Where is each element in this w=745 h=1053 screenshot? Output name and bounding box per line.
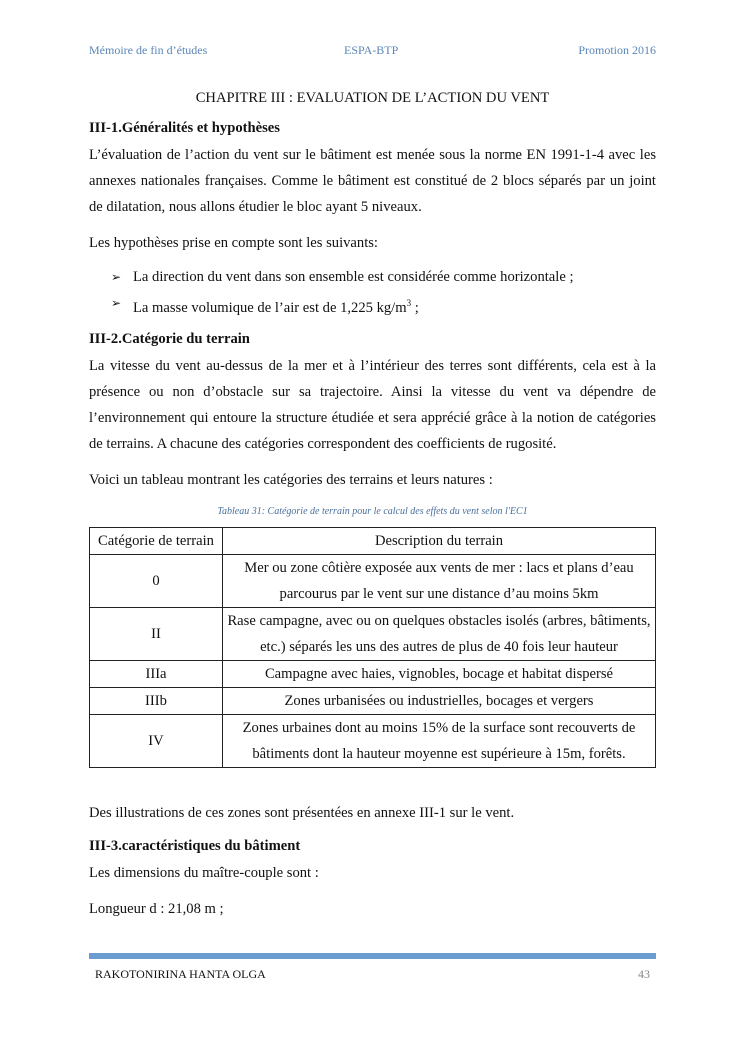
header-left: Mémoire de fin d’études <box>89 43 208 57</box>
cell-description: Zones urbaines dont au moins 15% de la surface sont recouverts de bâtiments dont la hauteur moyenne est supérieure à 15m, forêts. <box>223 714 656 767</box>
table-header-row <box>90 527 656 554</box>
annex-note: Des illustrations de ces zones sont présentées en annexe III-1 sur le vent. <box>89 804 515 821</box>
page-content <box>89 88 656 922</box>
footer-rule <box>89 953 656 959</box>
table-header-description: Description du terrain <box>223 527 656 554</box>
footer-author: RAKOTONIRINA HANTA OLGA <box>95 967 266 981</box>
cell-description: Campagne avec haies, vignobles, bocage et habitat dispersé <box>223 660 656 687</box>
cell-category: IV <box>90 714 223 767</box>
table-intro: Voici un tableau montrant les catégories des terrains et leurs natures : <box>89 471 493 488</box>
section1-heading: III-1.Généralités et hypothèses <box>89 120 280 136</box>
chapter-title: CHAPITRE III : EVALUATION DE L’ACTION DU VENT <box>195 90 550 106</box>
bullet-end: ; <box>411 299 419 316</box>
table-row <box>90 687 656 714</box>
cell-category: 0 <box>90 554 223 607</box>
cell-category: II <box>90 607 223 660</box>
arrow-bullet-icon: ➢ <box>111 296 122 310</box>
section2-paragraph: La vitesse du vent au-dessus de la mer et à l’intérieur des terres sont différents, cela est à la présence ou non d’obstacle sur sa trajectoire. Ainsi la vitesse du vent va dépendre de l’environnement qui entoure la structure étudiée et sera apprécié grâce à la notion de catégories de terrains. A chacune des catégories correspondent des coefficients de rugosité. <box>89 357 656 452</box>
table-row <box>90 607 656 660</box>
bullet-text: La masse volumique de l’air est de 1,225 kg/m <box>133 299 407 316</box>
table-header-category: Catégorie de terrain <box>90 527 223 554</box>
section3-heading: III-3.caractéristiques du bâtiment <box>89 837 301 854</box>
hypotheses-list <box>89 264 656 321</box>
bullet-superscript: 3 <box>406 298 412 308</box>
section1-paragraph: L’évaluation de l’action du vent sur le bâtiment est menée sous la norme EN 1991-1-4 avec les annexes nationales françaises. Comme le bâtiment est constitué de 2 blocs séparés par un joint de dilatation, nous allons étudier le bloc ayant 5 niveaux. <box>89 147 656 215</box>
cell-description: Mer ou zone côtière exposée aux vents de mer : lacs et plans d’eau parcourus par le vent sur une distance d’au moins 5km <box>223 554 656 607</box>
table-caption: Tableau 31: Catégorie de terrain pour le calcul des effets du vent selon l'EC1 <box>217 505 528 517</box>
table-row <box>90 554 656 607</box>
bullet-text: La direction du vent dans son ensemble est considérée comme horizontale ; <box>133 269 574 285</box>
cell-category: IIIb <box>90 687 223 714</box>
dimensions-intro: Les dimensions du maître-couple sont : <box>89 864 319 881</box>
header-center: ESPA-BTP <box>344 43 399 57</box>
section2-heading: III-2.Catégorie du terrain <box>89 330 250 347</box>
arrow-bullet-icon: ➢ <box>111 270 122 284</box>
cell-description: Zones urbanisées ou industrielles, bocages et vergers <box>223 687 656 714</box>
header-right: Promotion 2016 <box>578 43 656 57</box>
table-row <box>90 714 656 767</box>
terrain-table <box>89 527 656 768</box>
cell-description: Rase campagne, avec ou on quelques obstacles isolés (arbres, bâtiments, etc.) séparés les uns des autres de plus de 40 fois leur hauteur <box>223 607 656 660</box>
length-value: Longueur d : 21,08 m ; <box>89 900 224 917</box>
list-item <box>111 264 656 290</box>
page-number: 43 <box>638 967 650 981</box>
cell-category: IIIa <box>90 660 223 687</box>
list-item <box>111 290 656 321</box>
hypotheses-intro: Les hypothèses prise en compte sont les suivants: <box>89 235 378 251</box>
table-row <box>90 660 656 687</box>
